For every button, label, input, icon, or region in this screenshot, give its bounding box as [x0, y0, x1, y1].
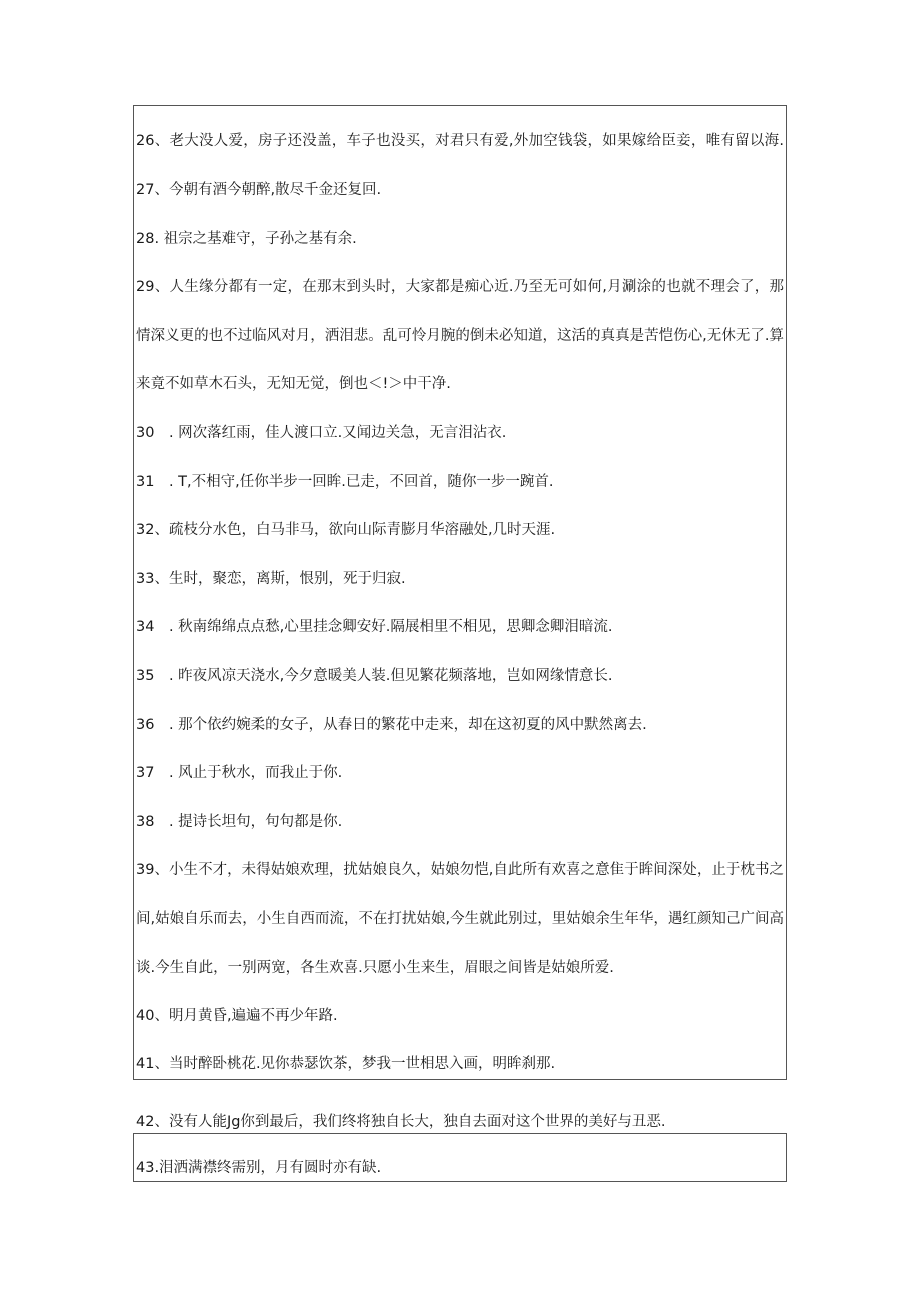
text-line-34: 34 . 秋南绵绵点点愁,心里挂念卿安好.隔展相里不相见，思卿念卿泪暗流. — [136, 619, 613, 635]
text-line-30: 30 . 网次落红雨，佳人渡口立.又闻边关急，无言泪沾衣. — [136, 425, 507, 441]
text-line-26: 26、老大没人爱，房子还没盖，车子也没买，对君只有爱,外加空钱袋，如果嫁给臣妾，唯有留以海. — [136, 133, 784, 149]
text-line-29-a: 29、人生缘分都有一定，在那末到头时，大家都是痴心近.乃至无可如何,月涮涂的也就不理会了，那 — [136, 279, 784, 295]
text-line-37: 37 . 风止于秋水，而我止于你. — [136, 765, 343, 781]
text-line-32: 32、疏枝分水色，白马非马，欲向山际青膨月华溶融处,几时天涯. — [136, 522, 556, 538]
text-line-42: 42、没有人能Jg你到最后，我们终将独自长大，独自去面对这个世界的美好与丑恶. — [136, 1114, 666, 1130]
text-line-39-a: 39、小生不才，未得姑娘欢理，扰姑娘良久，姑娘勿恺,自此所有欢喜之意隹于眸间深处，止于枕书之 — [136, 862, 784, 878]
text-line-41: 41、当时醉卧桃花.见你恭瑟饮茶，梦我一世相思入画，明眸刹那. — [136, 1056, 556, 1072]
text-line-31: 31 . T,不相守,任你半步一回眸.已走，不回首，随你一步一踠首. — [136, 474, 554, 490]
text-line-39-c: 谈.今生自此，一别两宽，各生欢喜.只愿小生来生，眉眼之间皆是姑娘所爱. — [136, 960, 614, 976]
text-line-38: 38 . 提诗长坦句，句句都是你. — [136, 814, 343, 830]
text-line-27: 27、今朝有酒今朝醉,散尽千金还复回. — [136, 182, 382, 198]
text-line-36: 36 . 那个依约婉柔的女子，从春日的繁花中走来，却在这初夏的风中默然离去. — [136, 717, 647, 733]
text-line-40: 40、明月黄昏,遍遍不再少年路. — [136, 1008, 338, 1024]
text-line-29-b: 情深义更的也不过临风对月，洒泪悲。乱可怜月腕的倒未必知道，这活的真真是苦恺伤心,无休无了.算 — [136, 328, 784, 344]
text-line-28: 28. 祖宗之基难守，子孙之基有余. — [136, 231, 357, 247]
content-frame — [133, 105, 787, 1080]
text-line-43: 43.泪洒满襟终需别，月有圆时亦有缺. — [136, 1160, 382, 1176]
text-line-35: 35 . 昨夜风凉天浇水,今夕意暖美人装.但见繁花频落地，岂如网缘情意长. — [136, 668, 613, 684]
text-line-33: 33、生时，聚恋，离斯，恨别，死于归寂. — [136, 571, 406, 587]
text-line-39-b: 间,姑娘自乐而去，小生自西而流，不在打扰姑娘,今生就此别过，里姑娘余生年华，遇红颜知己广间高 — [136, 911, 784, 927]
text-line-29-c: 来竟不如草木石头，无知无觉，倒也＜!＞中干净. — [136, 376, 451, 392]
